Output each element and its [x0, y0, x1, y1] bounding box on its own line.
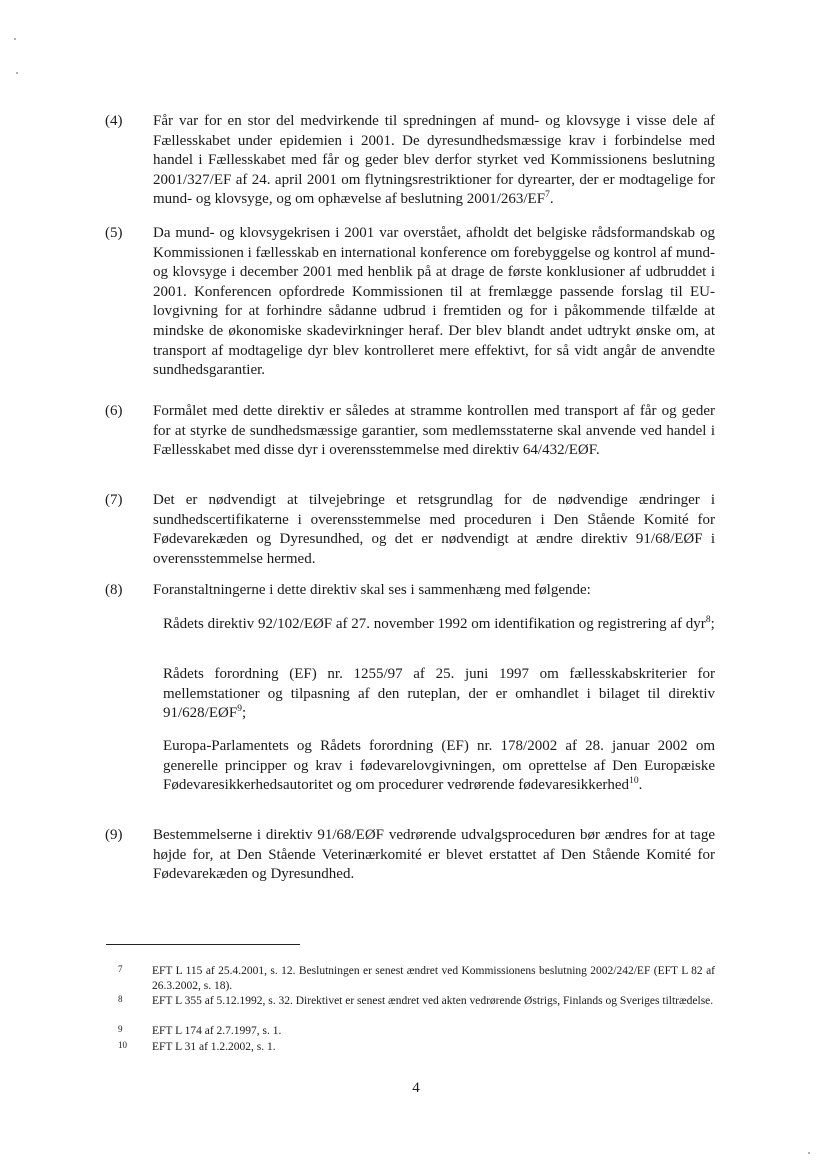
sub-item-regulation-178-2002: Europa-Parlamentets og Rådets forordning (EF) nr. 178/2002 af 28. januar 2002 om generelle principper og krav i fødevarelovgivningen, om oprettelse af Den Europæiske Fødevaresikkerhedsautoritet og om procedurer vedrørende fødevaresikkerhed$^{10}$. [163, 738, 715, 794]
footnote-ref: 10 [629, 776, 639, 787]
footnote-text: EFT L 115 af 25.4.2001, s. 12. Beslutningen er senest ændret ved Kommissionens beslutning 2002/242/EF (EFT L 82 af 26.3.2002, s. 18). [152, 965, 715, 992]
page-number: 4 [412, 1080, 420, 1096]
recital-number: (5) [105, 225, 123, 241]
footnote-ref: 7 [545, 190, 550, 201]
footnote-8 [118, 994, 715, 1009]
recital-4 [105, 112, 715, 210]
recital-8 [105, 581, 715, 601]
scan-speck [808, 1152, 810, 1154]
recital-6 [105, 402, 715, 461]
footnote-9 [118, 1024, 715, 1039]
footnote-ref: 8 [705, 615, 711, 625]
scan-speck [14, 38, 16, 40]
recital-9 [105, 826, 715, 885]
footnote-text: EFT L 355 af 5.12.1992, s. 32. Direktivet er senest ændret ved akten vedrørende Østrigs, Finlands og Sveriges tiltrædelse. [152, 995, 714, 1007]
footnote-number: 9 [118, 1024, 123, 1034]
recital-7 [105, 491, 715, 569]
recital-text: Det er nødvendigt at tilvejebringe et retsgrundlag for de nødvendige ændringer i sundhedscertifikaterne i overensstemmelse med proceduren i Den Stående Komité for Fødevarekæden og Dyresundhed, og det er nødvendigt at ændre direktiv 91/68/EØF i overensstemmelse hermed. [153, 492, 715, 567]
recital-number: (8) [105, 582, 123, 598]
footnote-text: EFT L 174 af 2.7.1997, s. 1. [152, 1025, 282, 1037]
recital-5 [105, 224, 715, 381]
recital-text: Får var for en stor del medvirkende til spredningen af mund- og klovsyge i visse dele af Fællesskabet under epidemien i 2001. De dyresundhedsmæssige krav i forbindelse med handel i Fællesskabet med får og geder blev derfor styrket ved Kommissionens beslutning 2001/327/EF af 24. april 2001 om flytningsrestriktioner for dyrearter, der er modtagelige for mund- og klovsyge, og om ophævelse af beslutning $2001/263/EF^7$. [153, 113, 715, 208]
recital-text: Formålet med dette direktiv er således at stramme kontrollen med transport af får og geder for at styrke de sundhedsmæssige garantier, som medlemsstaterne skal anvende ved handel i Fællesskabet med disse dyr i overensstemmelse med direktiv 64/432/EØF. [153, 403, 715, 459]
sub-item-regulation-1255-97: Rådets forordning (EF) nr. 1255/97 af 25. juni 1997 om fællesskabskriterier for mellemstationer og tilpasning af den ruteplan, der er omhandlet i bilaget til direktiv 91/628/EØF$^9$; [163, 666, 715, 722]
recital-number: (4) [105, 113, 123, 129]
footnote-number: 7 [118, 964, 123, 974]
recital-text: Foranstaltningerne i dette direktiv skal ses i sammenhæng med følgende: [153, 582, 591, 598]
footnote-number: 10 [118, 1040, 127, 1050]
recital-number: (6) [105, 403, 123, 419]
footnote-separator [106, 944, 300, 945]
footnote-number: 8 [118, 994, 123, 1004]
recital-number: (9) [105, 827, 123, 843]
sub-item-directive-92-102: Rådets direktiv 92/102/EØF af 27. november 1992 om identifikation og registrering af dyr$^8$; [163, 615, 715, 632]
recital-text: Bestemmelserne i direktiv 91/68/EØF vedrørende udvalgsproceduren bør ændres for at tage højde for, at Den Stående Veterinærkomité er blevet erstattet af Den Stående Komité for Fødevarekæden og Dyresundhed. [153, 827, 715, 883]
recital-number: (7) [105, 492, 123, 508]
footnote-ref: 9 [237, 704, 242, 715]
footnote-7 [118, 964, 715, 994]
footnote-text: EFT L 31 af 1.2.2002, s. 1. [152, 1041, 276, 1053]
scan-speck [16, 72, 18, 74]
footnote-10 [118, 1040, 715, 1055]
recital-text: Da mund- og klovsygekrisen i 2001 var overstået, afholdt det belgiske rådsformandskab og Kommissionen i fællesskab en international konference om forebyggelse og kontrol af mund- og klovsyge i december 2001 med henblik på at drage de første konklusioner af udbruddet i 2001. Konferencen opfordrede Kommissionen til at fremlægge passende forslag til EU-lovgivning for at forhindre sådanne udbrud i fremtiden og for i påkommende tilfælde at mindske de økonomiske skadevirkninger heraf. Der blev blandt andet udtrykt ønske om, at transport af modtagelige dyr blev kontrolleret mere effektivt, for så vidt angår de anvendte sundhedsgarantier. [153, 225, 715, 379]
